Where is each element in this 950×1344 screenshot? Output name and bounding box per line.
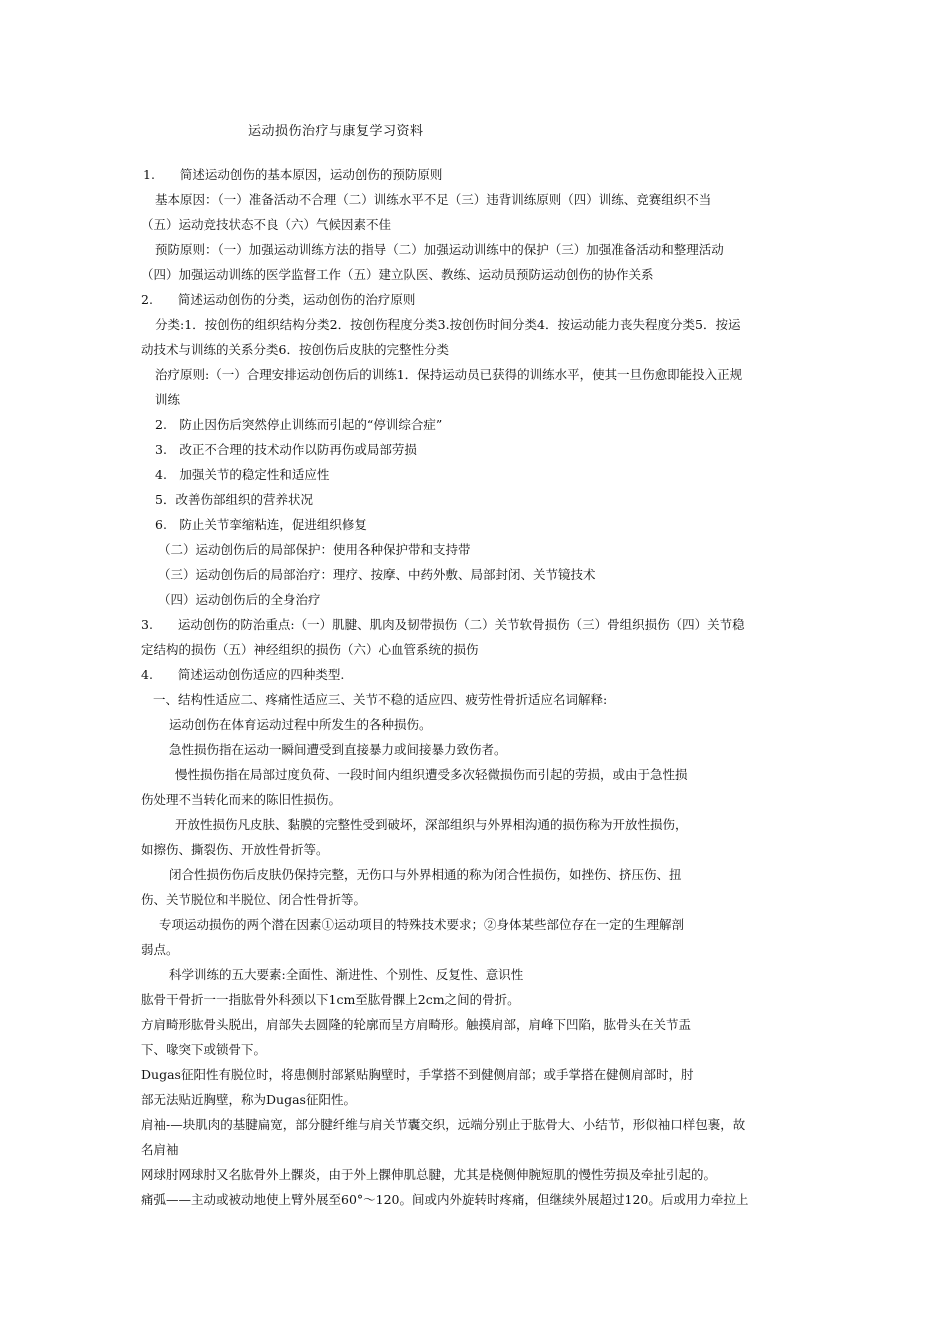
text-line: 肩袖-—块肌肉的基腱扁宽，部分腱纤维与肩关节囊交织，远端分别止于肱骨大、小结节，形似袖口样包裹，故 <box>141 1117 746 1132</box>
text-line: 慢性损伤指在局部过度负荷、一段时间内组织遭受多次轻微损伤而引起的劳损，或由于急性损 <box>175 767 688 782</box>
text-line: （五）运动竞技状态不良（六）气候因素不佳 <box>141 217 392 232</box>
text-line: 4. 简述运动创伤适应的四种类型. <box>141 667 345 682</box>
text-line: 下、喙突下或锁骨下。 <box>141 1042 267 1057</box>
text-line: 部无法贴近胸壁，称为Dugas征阳性。 <box>141 1092 356 1107</box>
text-line: 网球肘网球肘又名肱骨外上髁炎，由于外上髁伸肌总腱，尤其是桡侧伸腕短肌的慢性劳损及牵扯引起的。 <box>141 1167 717 1182</box>
text-line: 如擦伤、撕裂伤、开放性骨折等。 <box>141 842 329 857</box>
text-line: Dugas征阳性有脱位时，将患侧肘部紧贴胸壁时，手掌搭不到健侧肩部；或手掌搭在健侧肩部时，肘 <box>141 1067 694 1082</box>
text-line: 动技术与训练的关系分类6．按创伤后皮肤的完整性分类 <box>141 342 449 357</box>
text-line: （二）运动创伤后的局部保护：使用各种保护带和支持带 <box>158 542 471 557</box>
text-line: （四）运动创伤后的全身治疗 <box>158 592 321 607</box>
text-line: 3. 运动创伤的防治重点:（一）肌腱、肌肉及韧带损伤（二）关节软骨损伤（三）骨组织损伤（四）关节稳 <box>141 617 745 632</box>
text-line: 肱骨干骨折一一指肱骨外科颈以下1cm至肱骨髁上2cm之间的骨折。 <box>141 992 520 1007</box>
text-line: 治疗原则:（一）合理安排运动创伤后的训练1．保持运动员已获得的训练水平，使其一旦伤愈即能投入正规 <box>155 367 743 382</box>
text-line: （三）运动创伤后的局部治疗：理疗、按摩、中药外敷、局部封闭、关节镜技术 <box>158 567 596 582</box>
text-line: （四）加强运动训练的医学监督工作（五）建立队医、教练、运动员预防运动创伤的协作关系 <box>141 267 654 282</box>
text-line: 急性损伤指在运动一瞬间遭受到直接暴力或间接暴力致伤者。 <box>169 742 507 757</box>
document-title: 运动损伤治疗与康复学习资料 <box>248 124 424 139</box>
text-line: 运动创伤在体育运动过程中所发生的各种损伤。 <box>169 717 432 732</box>
text-line: 伤、关节脱位和半脱位、闭合性骨折等。 <box>141 892 367 907</box>
text-line: 1. 简述运动创伤的基本原因，运动创伤的预防原则 <box>143 167 443 182</box>
text-line: 4. 加强关节的稳定性和适应性 <box>155 467 330 482</box>
text-line: 分类:1．按创伤的组织结构分类2．按创伤程度分类3.按创伤时间分类4．按运动能力丧失程度分类5．按运 <box>155 317 741 332</box>
text-line: 弱点。 <box>141 942 179 957</box>
text-line: 基本原因：（一）准备活动不合理（二）训练水平不足（三）违背训练原则（四）训练、竞赛组织不当 <box>155 192 712 207</box>
text-line: 2. 简述运动创伤的分类，运动创伤的治疗原则 <box>141 292 416 307</box>
text-line: 5．改善伤部组织的营养状况 <box>155 492 313 507</box>
text-line: 专项运动损伤的两个潜在因素①运动项目的特殊技术要求；②身体某些部位存在一定的生理解剖 <box>159 917 685 932</box>
text-line: 6. 防止关节挛缩粘连，促进组织修复 <box>155 517 367 532</box>
text-line: 2. 防止因伤后突然停止训练而引起的“停训综合症” <box>155 417 443 432</box>
text-line: 训练 <box>155 392 181 407</box>
text-line: 方肩畸形肱骨头脱出，肩部失去圆隆的轮廓而呈方肩畸形。触摸肩部，肩峰下凹陷，肱骨头在关节盂 <box>141 1017 692 1032</box>
text-line: 一、结构性适应二、疼痛性适应三、关节不稳的适应四、疲劳性骨折适应名词解释: <box>153 692 608 707</box>
text-line: 伤处理不当转化而来的陈旧性损伤。 <box>141 792 342 807</box>
text-line: 科学训练的五大要素:全面性、渐进性、个别性、反复性、意识性 <box>169 967 524 982</box>
text-line: 预防原则：（一）加强运动训练方法的指导（二）加强运动训练中的保护（三）加强准备活动和整理活动 <box>155 242 724 257</box>
text-line: 闭合性损伤伤后皮肤仍保持完整，无伤口与外界相通的称为闭合性损伤，如挫伤、挤压伤、扭 <box>169 867 682 882</box>
text-line: 3. 改正不合理的技术动作以防再伤或局部劳损 <box>155 442 417 457</box>
text-line: 定结构的损伤（五）神经组织的损伤（六）心血管系统的损伤 <box>141 642 479 657</box>
text-line: 开放性损伤凡皮肤、黏膜的完整性受到破坏，深部组织与外界相沟通的损伤称为开放性损伤， <box>175 817 688 832</box>
text-line: 痛弧——主动或被动地使上臂外展至60°～120。间或内外旋转时疼痛，但继续外展超过120。后或用力牵拉上 <box>141 1192 749 1207</box>
text-line: 名肩袖 <box>141 1142 179 1157</box>
